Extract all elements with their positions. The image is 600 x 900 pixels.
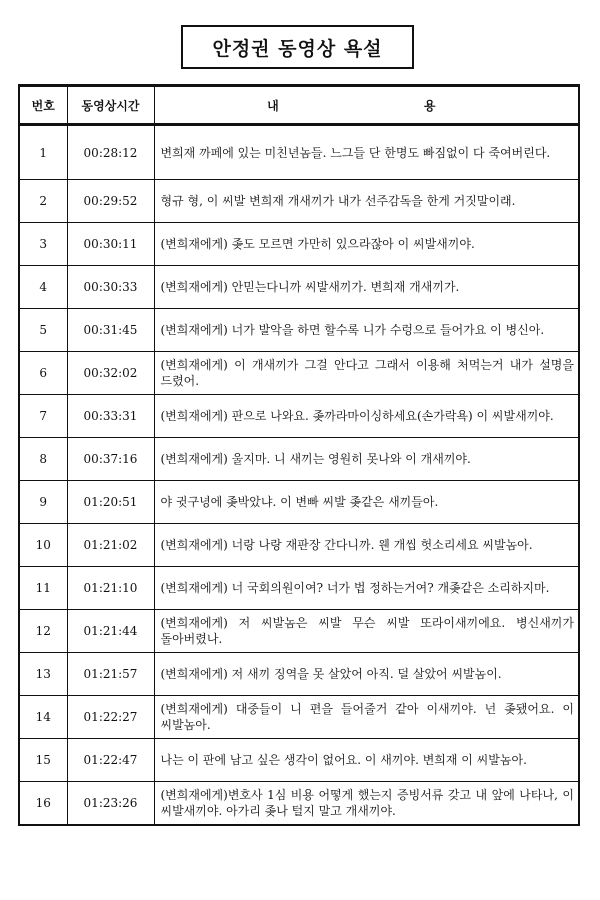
table-row <box>19 395 579 438</box>
row-time: 00:28:12 <box>67 125 154 180</box>
header-content-char-1: 내 <box>267 98 279 113</box>
row-time: 01:21:10 <box>67 567 154 610</box>
row-time: 00:30:33 <box>67 266 154 309</box>
header-content-char-2: 용 <box>423 98 436 113</box>
row-number: 4 <box>19 266 67 309</box>
row-number: 14 <box>19 696 67 739</box>
table-row <box>19 481 579 524</box>
row-content: (변희재에게) 저 새끼 징역을 못 살았어 아직. 덜 살았어 씨발놈이. <box>154 653 579 696</box>
header-video-time: 동영상시간 <box>67 86 154 125</box>
row-content: (변희재에게) 저 씨발놈은 씨발 무슨 씨발 또라이새끼에요. 병신새끼가 돌아버렸나. <box>154 610 579 653</box>
row-time: 01:22:27 <box>67 696 154 739</box>
profanity-log-table <box>18 84 580 826</box>
row-content: (변희재에게) 좆도 모르면 가만히 있으라잖아 이 씨발새끼야. <box>154 223 579 266</box>
row-time: 01:23:26 <box>67 782 154 826</box>
row-time: 01:21:57 <box>67 653 154 696</box>
row-content: (변희재에게) 너 국회의원이여? 너가 법 정하는거여? 개좆같은 소리하지마. <box>154 567 579 610</box>
table-header-row <box>19 86 579 125</box>
row-number: 8 <box>19 438 67 481</box>
table-row <box>19 223 579 266</box>
row-time: 01:20:51 <box>67 481 154 524</box>
table-row <box>19 782 579 826</box>
row-time: 00:33:31 <box>67 395 154 438</box>
row-time: 00:32:02 <box>67 352 154 395</box>
row-time: 00:31:45 <box>67 309 154 352</box>
row-time: 01:21:02 <box>67 524 154 567</box>
row-content: (변희재에게) 판으로 나와요. 좆까라마이싱하세요(손가락욕) 이 씨발새끼야. <box>154 395 579 438</box>
table-row <box>19 696 579 739</box>
row-content: (변희재에게) 대중들이 니 편을 들어줄거 같아 이새끼야. 넌 좆됐어요. 이 씨발놈아. <box>154 696 579 739</box>
row-number: 1 <box>19 125 67 180</box>
row-number: 6 <box>19 352 67 395</box>
header-number: 번호 <box>19 86 67 125</box>
row-content: (변희재에게) 울지마. 니 새끼는 영원히 못나와 이 개새끼야. <box>154 438 579 481</box>
document-title: 안정권 동영상 욕설 <box>181 25 414 69</box>
row-time: 00:37:16 <box>67 438 154 481</box>
row-content: 나는 이 판에 남고 싶은 생각이 없어요. 이 새끼야. 변희재 이 씨발놈아. <box>154 739 579 782</box>
row-time: 01:21:44 <box>67 610 154 653</box>
row-time: 00:30:11 <box>67 223 154 266</box>
row-number: 13 <box>19 653 67 696</box>
table-row <box>19 610 579 653</box>
row-number: 2 <box>19 180 67 223</box>
row-number: 9 <box>19 481 67 524</box>
row-content: (변희재에게) 이 개새끼가 그걸 안다고 그래서 이용해 처먹는거 내가 설명을 드렸어. <box>154 352 579 395</box>
row-number: 16 <box>19 782 67 826</box>
table-row <box>19 438 579 481</box>
row-content: 변희재 까페에 있는 미친년놈들. 느그들 단 한명도 빠짐없이 다 죽여버린다. <box>154 125 579 180</box>
row-content: 형규 형, 이 씨발 변희재 개새끼가 내가 선주감독을 한게 거짓말이래. <box>154 180 579 223</box>
row-content: (변희재에게) 너가 발악을 하면 할수록 니가 수렁으로 들어가요 이 병신아. <box>154 309 579 352</box>
row-number: 3 <box>19 223 67 266</box>
table-row <box>19 125 579 180</box>
table-row <box>19 309 579 352</box>
header-content <box>154 86 579 125</box>
table-row <box>19 567 579 610</box>
row-number: 11 <box>19 567 67 610</box>
row-content: (변희재에게)변호사 1심 비용 어떻게 했는지 증빙서류 갖고 내 앞에 나타나, 이 씨발새끼야. 아가리 좆나 털지 말고 개새끼야. <box>154 782 579 826</box>
table-row <box>19 653 579 696</box>
table-row <box>19 524 579 567</box>
table-row <box>19 180 579 223</box>
row-number: 10 <box>19 524 67 567</box>
row-number: 7 <box>19 395 67 438</box>
table-row <box>19 266 579 309</box>
row-number: 12 <box>19 610 67 653</box>
row-number: 5 <box>19 309 67 352</box>
row-content: 야 귓구녕에 좆박았냐. 이 변빠 씨발 좆같은 새끼들아. <box>154 481 579 524</box>
row-content: (변희재에게) 안믿는다니까 씨발새끼가. 변희재 개새끼가. <box>154 266 579 309</box>
table-row <box>19 352 579 395</box>
row-time: 00:29:52 <box>67 180 154 223</box>
row-number: 15 <box>19 739 67 782</box>
row-time: 01:22:47 <box>67 739 154 782</box>
row-content: (변희재에게) 너랑 나랑 재판장 간다니까. 웬 개씹 헛소리세요 씨발놈아. <box>154 524 579 567</box>
table-row <box>19 739 579 782</box>
